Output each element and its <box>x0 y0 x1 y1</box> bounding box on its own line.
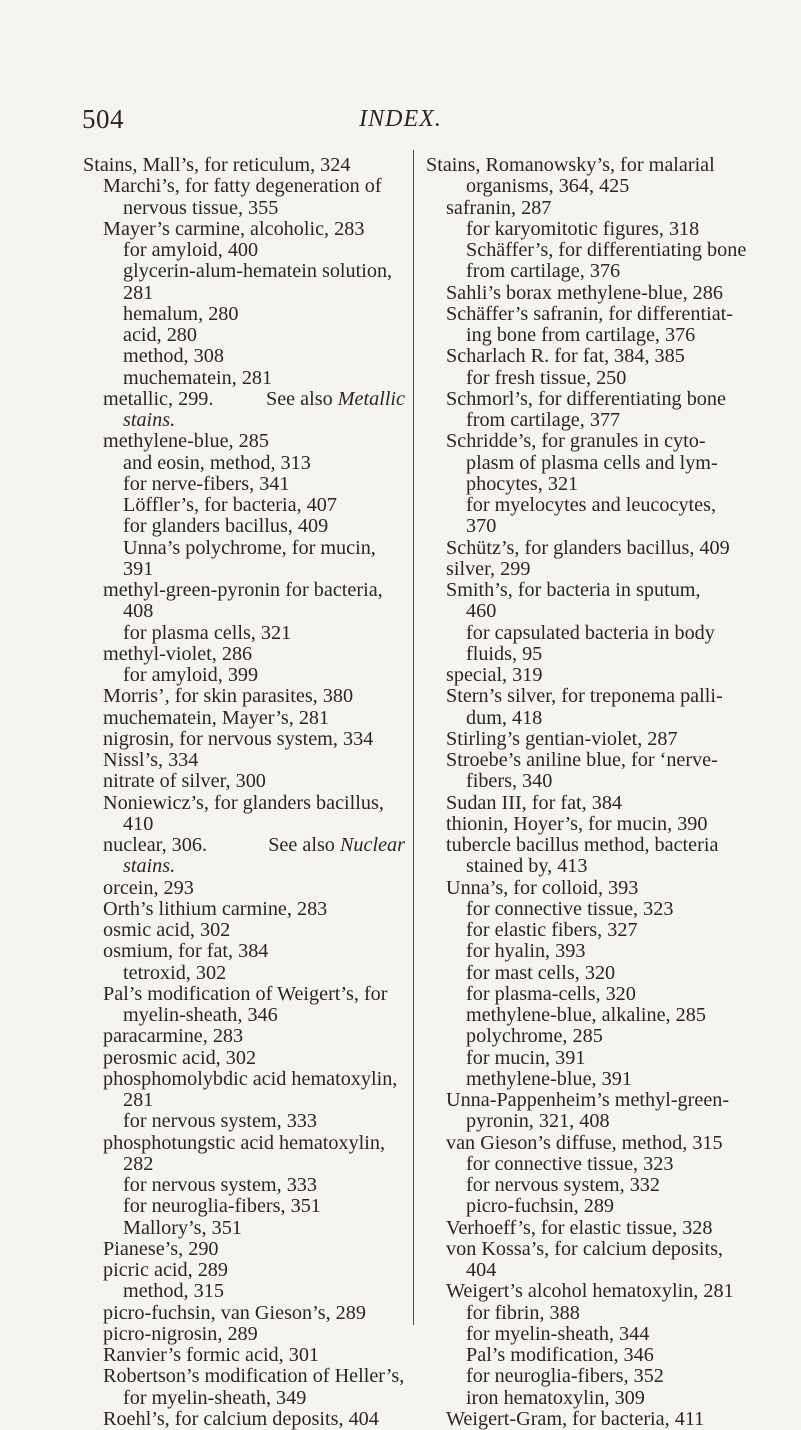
index-entry-text: Unna’s polychrome, for mucin, <box>123 536 376 559</box>
index-entry-text: special, 319 <box>446 664 543 686</box>
index-entry-text: stains. <box>123 409 176 431</box>
index-entry-text: for fresh tissue, 250 <box>466 366 627 389</box>
index-entry <box>83 1154 405 1175</box>
index-entry <box>426 665 744 686</box>
index-entry-text: methylene-blue, 285 <box>103 430 269 453</box>
index-entry-text: methyl-green-pyronin for bacteria, <box>103 579 383 601</box>
index-entry-text: Pal’s modification of Weigert’s, for <box>103 982 388 1005</box>
index-entry-text: for mast cells, 320 <box>466 961 616 984</box>
index-entry-text: Stains, Romanowsky’s, for malarial <box>426 154 715 176</box>
index-entry-text: Marchi’s, for fatty degeneration of <box>103 175 382 198</box>
index-entry <box>83 1005 405 1026</box>
index-entry-text: 281 <box>123 1089 154 1111</box>
index-entry <box>83 1048 405 1069</box>
index-entry <box>83 1409 405 1430</box>
index-entry <box>426 1260 744 1281</box>
index-entry <box>426 1218 744 1239</box>
index-entry <box>83 665 405 686</box>
index-entry-text: for plasma cells, 321 <box>123 621 292 644</box>
index-entry-text: for neuroglia-fibers, 352 <box>466 1365 664 1388</box>
index-entry-text: van Gieson’s diffuse, method, 315 <box>446 1131 723 1154</box>
index-entry <box>426 1154 744 1175</box>
index-entry-text: methylene-blue, alkaline, 285 <box>466 1004 706 1026</box>
index-entry <box>426 793 744 814</box>
index-entry-text: for hyalin, 393 <box>466 940 586 963</box>
index-entry-text: osmium, for fat, 384 <box>103 940 269 963</box>
index-entry-text: plasm of plasma cells and lym- <box>466 451 718 474</box>
index-entry-text: thionin, Hoyer’s, for mucin, 390 <box>446 812 708 835</box>
index-entry-text: fluids, 95 <box>466 642 543 665</box>
index-entry <box>83 325 405 346</box>
index-entry <box>83 1366 405 1387</box>
index-entry <box>83 410 405 431</box>
index-entry <box>83 856 405 877</box>
index-entry-text: for myelin-sheath, 349 <box>123 1386 307 1409</box>
index-entry-text: for nerve-fibers, 341 <box>123 472 290 495</box>
index-entry-text: Morris’, for skin parasites, 380 <box>103 685 354 708</box>
index-entry-text: pyronin, 321, 408 <box>466 1110 610 1133</box>
index-entry <box>426 516 744 537</box>
index-entry <box>426 261 744 282</box>
index-entry-text: Robertson’s modification of Heller’s, <box>103 1365 405 1388</box>
index-entry <box>83 283 405 304</box>
index-entry <box>83 814 405 835</box>
column-divider <box>413 150 414 1325</box>
index-entry <box>426 474 744 495</box>
index-entry-text: 410 <box>123 812 154 835</box>
index-entry <box>426 835 744 856</box>
index-entry <box>83 538 405 559</box>
index-entry <box>426 771 744 792</box>
index-entry <box>426 1196 744 1217</box>
index-entry <box>426 750 744 771</box>
see-also-reference <box>268 835 405 856</box>
index-entry <box>83 899 405 920</box>
index-entry <box>426 1409 744 1430</box>
index-entry <box>426 1026 744 1047</box>
index-entry <box>83 495 405 516</box>
index-entry-text: phosphomolybdic acid hematoxylin, <box>103 1067 398 1090</box>
index-entry-text: paracarmine, 283 <box>103 1025 244 1048</box>
index-entry-text: for nervous system, 333 <box>123 1174 317 1196</box>
index-column-left <box>83 155 405 1430</box>
index-entry <box>83 1069 405 1090</box>
index-entry-text: orcein, 293 <box>103 876 194 899</box>
index-entry-text: for mucin, 391 <box>466 1046 586 1069</box>
index-entry-text: nigrosin, for nervous system, 334 <box>103 727 374 750</box>
index-entry <box>426 1366 744 1387</box>
index-entry <box>83 984 405 1005</box>
see-also-reference <box>266 389 405 410</box>
index-entry-text: nuclear, 306. <box>103 834 208 856</box>
index-entry-text: for neuroglia-fibers, 351 <box>123 1195 321 1218</box>
index-entry-text: Stroebe’s aniline blue, for ‘nerve- <box>446 749 718 771</box>
index-entry-text: nitrate of silver, 300 <box>103 770 266 793</box>
index-entry-text: polychrome, 285 <box>466 1025 603 1048</box>
index-entry-text: metallic, 299. <box>103 387 214 410</box>
index-entry-text: for karyomitotic figures, 318 <box>466 217 700 240</box>
index-entry <box>83 1260 405 1281</box>
index-entry <box>83 431 405 452</box>
index-entry <box>83 198 405 219</box>
index-entry-text: osmic acid, 302 <box>103 919 231 941</box>
index-entry-text: Mayer’s carmine, alcoholic, 283 <box>103 217 365 240</box>
index-entry <box>426 304 744 325</box>
index-entry <box>426 410 744 431</box>
index-entry-text: Schäffer’s, for differentiating bone <box>466 239 747 261</box>
index-entry <box>426 176 744 197</box>
index-entry <box>83 835 405 856</box>
index-entry <box>83 580 405 601</box>
index-entry <box>83 1133 405 1154</box>
index-entry-text: picro-fuchsin, 289 <box>466 1195 615 1218</box>
index-entry <box>426 1005 744 1026</box>
index-entry-text: picric acid, 289 <box>103 1259 228 1281</box>
index-entry <box>83 1324 405 1345</box>
index-entry <box>83 1175 405 1196</box>
index-entry <box>426 941 744 962</box>
index-entry-text: Pal’s modification, 346 <box>466 1344 654 1366</box>
index-entry-text: Stern’s silver, for treponema palli- <box>446 685 723 708</box>
index-entry <box>83 1281 405 1302</box>
page-number: 504 <box>82 104 124 134</box>
index-entry-text: iron hematoxylin, 309 <box>466 1386 645 1409</box>
index-entry <box>426 686 744 707</box>
index-entry-text: Weigert-Gram, for bacteria, 411 <box>446 1407 705 1430</box>
index-entry-text: Unna-Pappenheim’s methyl-green- <box>446 1089 730 1111</box>
index-entry-text: safranin, 287 <box>446 196 552 219</box>
index-entry <box>83 219 405 240</box>
index-entry-text: Roehl’s, for calcium deposits, 404 <box>103 1407 379 1430</box>
index-entry-text: for connective tissue, 323 <box>466 897 674 920</box>
index-entry-text: Pianese’s, 290 <box>103 1237 219 1260</box>
index-entry-text: for nervous system, 332 <box>466 1174 660 1196</box>
index-entry <box>83 1303 405 1324</box>
index-entry-text: Schridde’s, for granules in cyto- <box>446 430 706 453</box>
index-entry <box>426 878 744 899</box>
index-entry-text: Ranvier’s formic acid, 301 <box>103 1344 320 1366</box>
index-entry <box>426 155 744 176</box>
index-entry <box>426 644 744 665</box>
index-entry <box>426 984 744 1005</box>
index-entry-text: 281 <box>123 281 154 304</box>
index-entry <box>83 793 405 814</box>
index-entry <box>426 1175 744 1196</box>
index-entry <box>83 601 405 622</box>
index-entry <box>83 346 405 367</box>
index-entry-text: tetroxid, 302 <box>123 961 227 984</box>
index-entry-text: for glanders bacillus, 409 <box>123 515 329 538</box>
index-entry <box>83 708 405 729</box>
index-entry-text: for elastic fibers, 327 <box>466 919 638 941</box>
index-entry <box>426 325 744 346</box>
index-entry-text: dum, 418 <box>466 706 543 729</box>
index-entry-text: ing bone from cartilage, 376 <box>466 324 696 346</box>
index-entry-text: phocytes, 321 <box>466 472 579 495</box>
index-entry-text: Löffler’s, for bacteria, 407 <box>123 494 337 516</box>
index-entry <box>83 686 405 707</box>
index-entry-text: 408 <box>123 600 154 623</box>
index-entry <box>426 1048 744 1069</box>
index-entry <box>426 431 744 452</box>
index-entry <box>426 1388 744 1409</box>
index-entry-text: nervous tissue, 355 <box>123 196 279 219</box>
index-entry-text: Stains, Mall’s, for reticulum, 324 <box>83 154 351 176</box>
index-entry <box>83 963 405 984</box>
index-entry-text: Sahli’s borax methylene-blue, 286 <box>446 281 723 304</box>
index-entry-text: myelin-sheath, 346 <box>123 1004 278 1026</box>
index-entry <box>426 580 744 601</box>
index-entry <box>83 516 405 537</box>
index-entry <box>83 176 405 197</box>
index-entry-text: perosmic acid, 302 <box>103 1046 257 1069</box>
index-entry <box>426 559 744 580</box>
index-entry <box>426 899 744 920</box>
index-entry-text: picro-fuchsin, van Gieson’s, 289 <box>103 1301 366 1324</box>
index-entry-text: 460 <box>466 600 497 623</box>
index-entry-text: Verhoeff’s, for elastic tissue, 328 <box>446 1216 713 1239</box>
index-entry-text: Unna’s, for colloid, 393 <box>446 876 639 899</box>
index-entry-text: Scharlach R. for fat, 384, 385 <box>446 345 685 368</box>
index-entry-text: von Kossa’s, for calcium deposits, <box>446 1237 723 1260</box>
index-entry <box>426 963 744 984</box>
index-entry-text: Weigert’s alcohol hematoxylin, 281 <box>446 1280 734 1303</box>
index-entry <box>83 559 405 580</box>
index-entry <box>426 538 744 559</box>
index-entry-text: glycerin-alum-hematein solution, <box>123 260 393 283</box>
index-entry-text: stains. <box>123 855 176 878</box>
index-entry <box>83 1196 405 1217</box>
index-entry <box>83 750 405 771</box>
index-entry-text: for fibrin, 388 <box>466 1301 580 1324</box>
index-entry <box>83 1345 405 1366</box>
index-entry-text: organisms, 364, 425 <box>466 175 630 198</box>
index-entry <box>426 729 744 750</box>
index-column-right <box>426 154 747 1430</box>
index-entry-text: Noniewicz’s, for glanders bacillus, <box>103 791 384 814</box>
index-entry-text: picro-nigrosin, 289 <box>103 1322 258 1345</box>
index-entry <box>426 1324 744 1345</box>
index-entry <box>83 240 405 261</box>
index-entry-text: phosphotungstic acid hematoxylin, <box>103 1131 386 1154</box>
index-entry <box>83 1026 405 1047</box>
index-entry <box>426 601 744 622</box>
index-entry <box>426 1345 744 1366</box>
index-entry-text: Mallory’s, 351 <box>123 1216 242 1239</box>
index-entry-text: 370 <box>466 515 497 538</box>
index-entry-text: from cartilage, 377 <box>466 409 621 431</box>
index-entry <box>83 1111 405 1132</box>
index-entry-text: tubercle bacillus method, bacteria <box>446 834 719 856</box>
index-entry <box>83 155 405 176</box>
index-entry-text: Schmorl’s, for differentiating bone <box>446 387 726 410</box>
index-entry <box>83 941 405 962</box>
index-entry-text: from cartilage, 376 <box>466 260 621 283</box>
index-entry-text: for connective tissue, 323 <box>466 1152 674 1175</box>
index-entry <box>83 1239 405 1260</box>
running-head: INDEX. <box>359 106 442 132</box>
index-entry-text: Orth’s lithium carmine, 283 <box>103 897 328 920</box>
index-entry <box>83 474 405 495</box>
index-entry-text: for capsulated bacteria in body <box>466 621 715 644</box>
index-entry <box>426 495 744 516</box>
index-entry <box>426 1239 744 1260</box>
index-entry-text: stained by, 413 <box>466 855 588 878</box>
index-entry <box>83 453 405 474</box>
index-entry-text: for myelin-sheath, 344 <box>466 1322 650 1345</box>
index-entry <box>426 346 744 367</box>
index-entry <box>426 1303 744 1324</box>
index-entry-text: methylene-blue, 391 <box>466 1067 632 1090</box>
index-entry <box>83 878 405 899</box>
index-entry <box>83 771 405 792</box>
index-entry <box>83 623 405 644</box>
index-entry <box>426 708 744 729</box>
index-entry <box>426 814 744 835</box>
index-entry-text: for amyloid, 400 <box>123 239 259 261</box>
index-entry-text: fibers, 340 <box>466 770 553 793</box>
index-entry-text: acid, 280 <box>123 324 197 346</box>
index-entry-text: for amyloid, 399 <box>123 664 259 686</box>
index-entry-text: 391 <box>123 557 154 580</box>
index-entry <box>426 1133 744 1154</box>
index-entry <box>426 198 744 219</box>
index-entry <box>426 1111 744 1132</box>
index-entry-text: and eosin, method, 313 <box>123 451 311 474</box>
index-entry <box>83 920 405 941</box>
index-entry <box>426 453 744 474</box>
index-entry-text: Stirling’s gentian-violet, 287 <box>446 727 678 750</box>
index-entry <box>426 368 744 389</box>
index-entry-text: Sudan III, for fat, 384 <box>446 791 623 814</box>
index-entry <box>83 261 405 282</box>
index-entry <box>426 856 744 877</box>
see-also-label: See also <box>265 387 338 410</box>
index-entry <box>83 644 405 665</box>
index-entry <box>426 283 744 304</box>
index-entry <box>83 1388 405 1409</box>
index-entry-text: Nissl’s, 334 <box>103 749 199 771</box>
see-also-label: See also <box>268 834 340 856</box>
index-entry-text: silver, 299 <box>446 557 531 580</box>
index-entry <box>83 389 405 410</box>
index-entry-text: 404 <box>466 1259 497 1281</box>
index-entry-text: 282 <box>123 1152 154 1175</box>
index-entry <box>426 1069 744 1090</box>
index-entry-text: method, 315 <box>123 1280 224 1303</box>
index-entry-text: Smith’s, for bacteria in sputum, <box>446 579 701 601</box>
see-also-target: Nuclear <box>339 834 405 856</box>
index-entry <box>426 239 747 261</box>
index-entry-text: for plasma-cells, 320 <box>466 982 636 1005</box>
index-entry-text: Schäffer’s safranin, for differentiat- <box>446 302 733 325</box>
index-entry-text: hemalum, 280 <box>123 302 239 325</box>
index-entry-text: muchematein, 281 <box>123 366 273 389</box>
index-entry <box>426 1281 744 1302</box>
index-entry <box>83 304 405 325</box>
index-entry <box>426 219 744 240</box>
index-entry <box>83 1218 405 1239</box>
index-entry-text: Schütz’s, for glanders bacillus, 409 <box>446 536 730 559</box>
index-entry <box>426 623 744 644</box>
index-entry-text: muchematein, Mayer’s, 281 <box>103 706 330 729</box>
index-entry-text: for nervous system, 333 <box>123 1110 317 1133</box>
index-entry <box>426 920 744 941</box>
index-entry-text: for myelocytes and leucocytes, <box>466 494 717 516</box>
see-also-target: Metallic <box>337 387 405 410</box>
index-entry-text: method, 308 <box>123 345 224 368</box>
index-entry <box>426 1090 744 1111</box>
index-entry <box>83 1090 405 1111</box>
index-entry <box>426 389 744 410</box>
index-entry-text: methyl-violet, 286 <box>103 642 253 665</box>
index-entry <box>83 368 405 389</box>
index-entry <box>83 729 405 750</box>
